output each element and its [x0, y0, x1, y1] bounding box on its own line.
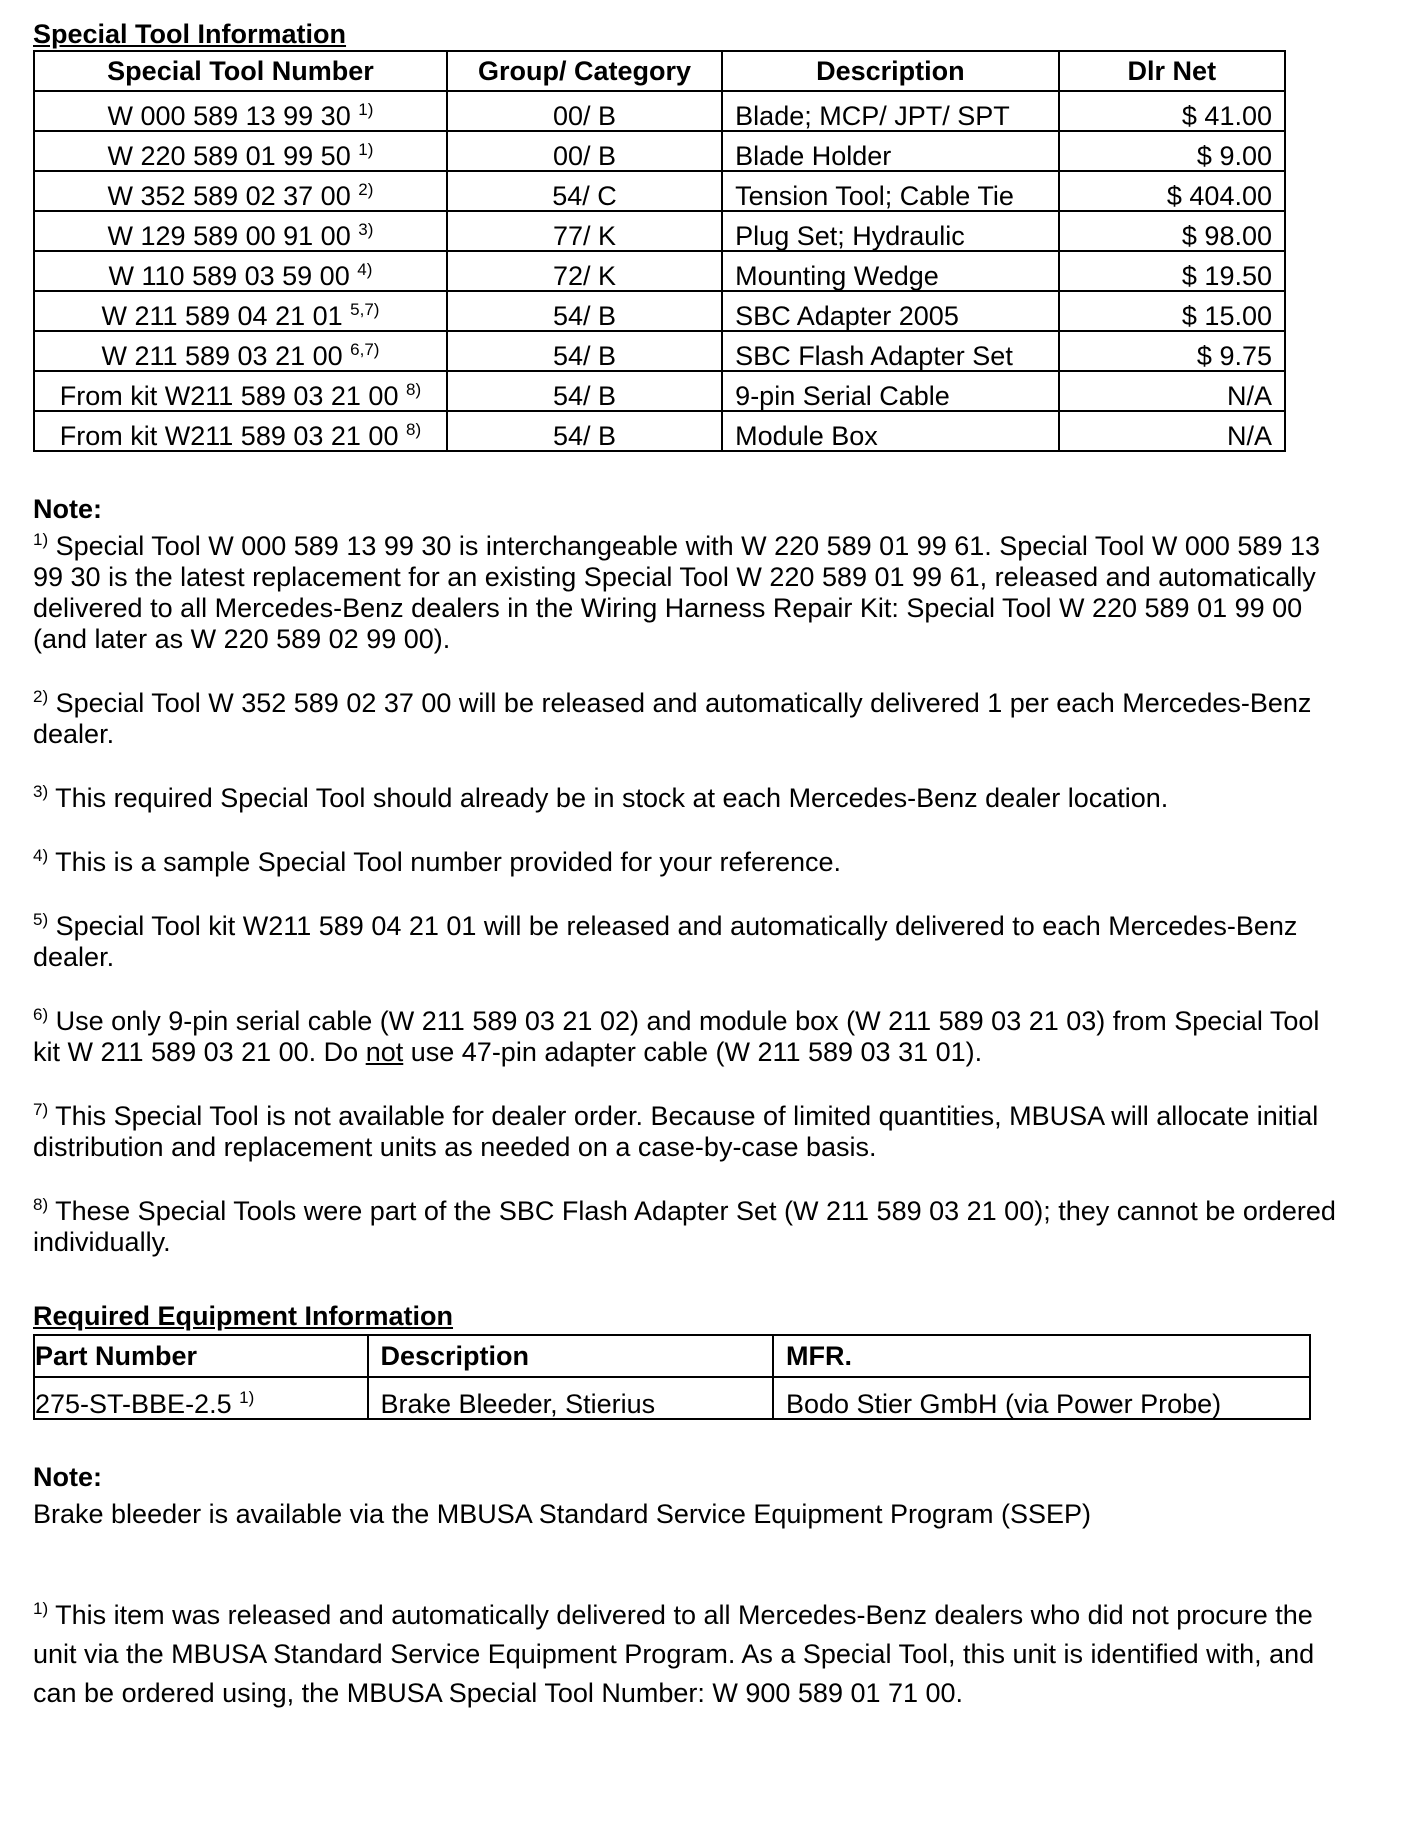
column-header-group: Group/ Category	[447, 51, 722, 91]
description-cell: Blade Holder	[722, 131, 1058, 171]
group-cell: 72/ K	[447, 251, 722, 291]
equipment-description-cell: Brake Bleeder, Stierius	[368, 1377, 773, 1419]
tool-number-cell: W 000 589 13 99 30 $^{1)}$	[34, 91, 447, 131]
table-row	[34, 91, 1285, 131]
footnote-ref: 3)	[358, 220, 374, 239]
footnote-ref: 8)	[405, 380, 422, 399]
table-row	[34, 251, 1285, 291]
column-header-part-number: Part Number	[34, 1335, 368, 1377]
footnote-ref: 4)	[357, 260, 373, 279]
equipment-mfr-cell: Bodo Stier GmbH (via Power Probe)	[773, 1377, 1310, 1419]
footnote-item: $^{4)}$ This is a sample Special Tool number provided for your reference.	[33, 846, 842, 877]
tool-number-cell: W 211 589 04 21 01 $^{5,7)}$	[34, 291, 447, 331]
table-header-row	[34, 1335, 1310, 1377]
description-cell: SBC Adapter 2005	[722, 291, 1058, 331]
footnote-ref: 5,7)	[350, 300, 380, 319]
document-page	[33, 18, 1353, 1713]
footnote-ref: 3)	[33, 782, 49, 801]
footnote-ref: 1)	[33, 1599, 49, 1618]
footnote-ref: 6)	[33, 1005, 49, 1024]
tool-number-cell: W 110 589 03 59 00 $^{4)}$	[34, 251, 447, 291]
footnote-ref: 1)	[358, 140, 374, 159]
table-row	[34, 171, 1285, 211]
group-cell: 54/ B	[447, 411, 722, 451]
description-cell: Module Box	[722, 411, 1058, 451]
description-cell: Tension Tool; Cable Tie	[722, 171, 1058, 211]
tool-number-cell: From kit W211 589 03 21 00 $^{8)}$	[34, 371, 447, 411]
equipment-part-cell: 275-ST-BBE-2.5 $^{1)}$	[34, 1377, 368, 1419]
price-cell: $ 9.00	[1059, 131, 1285, 171]
footnote-ref: 5)	[33, 910, 49, 929]
table-row	[34, 1377, 1310, 1419]
table-row	[34, 211, 1285, 251]
price-cell: $ 9.75	[1059, 331, 1285, 371]
group-cell: 00/ B	[447, 131, 722, 171]
price-cell: $ 41.00	[1059, 91, 1285, 131]
group-cell: 54/ B	[447, 371, 722, 411]
tools-notes-list	[33, 531, 1353, 1258]
tool-number-cell: W 220 589 01 99 50 $^{1)}$	[34, 131, 447, 171]
footnote-ref: 1)	[239, 1388, 255, 1407]
group-cell: 77/ K	[447, 211, 722, 251]
footnote-item: $^{5)}$ Special Tool kit W211 589 04 21 01 will be released and automatically delivered to each Mercedes-Benz dealer.	[33, 910, 1298, 972]
footnote-item: $^{2)}$ Special Tool W 352 589 02 37 00 will be released and automatically delivered 1 per each Mercedes-Benz dealer.	[33, 687, 1312, 749]
footnote-ref: 1)	[358, 100, 374, 119]
column-header-dlr-net: Dlr Net	[1059, 51, 1285, 91]
emphasis-underline: not	[365, 1037, 404, 1067]
price-cell: N/A	[1059, 371, 1285, 411]
footnote-ref: 7)	[33, 1100, 49, 1119]
price-cell: N/A	[1059, 411, 1285, 451]
table-row	[34, 371, 1285, 411]
footnote-ref: 1)	[33, 530, 49, 549]
column-header-description: Description	[722, 51, 1058, 91]
price-cell: $ 404.00	[1059, 171, 1285, 211]
description-cell: SBC Flash Adapter Set	[722, 331, 1058, 371]
price-cell: $ 98.00	[1059, 211, 1285, 251]
footnote-item: $^{3)}$ This required Special Tool should already be in stock at each Mercedes-Benz dealer location.	[33, 782, 1169, 813]
price-cell: $ 19.50	[1059, 251, 1285, 291]
footnote-item: $^{6)}$ Use only 9-pin serial cable (W 211 589 03 21 02) and module box (W 211 589 03 21 03) from Special Tool kit W 211 589 03 21 00. Do not use 47-pin adapter cable (W 211 589 03 31 01).	[33, 1005, 1320, 1067]
special-tool-table	[33, 50, 1286, 452]
special-tool-section-title: Special Tool Information	[33, 19, 347, 49]
table-row	[34, 411, 1285, 451]
tool-number-cell: W 211 589 03 21 00 $^{6,7)}$	[34, 331, 447, 371]
table-row	[34, 131, 1285, 171]
footnote-ref: 4)	[33, 846, 49, 865]
column-header-description: Description	[368, 1335, 773, 1377]
tool-number-cell: W 129 589 00 91 00 $^{3)}$	[34, 211, 447, 251]
tool-number-cell: W 352 589 02 37 00 $^{2)}$	[34, 171, 447, 211]
column-header-mfr: MFR.	[773, 1335, 1310, 1377]
footnote-ref: 8)	[33, 1195, 49, 1214]
description-cell: Plug Set; Hydraulic	[722, 211, 1058, 251]
group-cell: 54/ B	[447, 331, 722, 371]
description-cell: 9-pin Serial Cable	[722, 371, 1058, 411]
footnote-ref: 2)	[358, 180, 374, 199]
table-row	[34, 291, 1285, 331]
footnote-item: $^{8)}$ These Special Tools were part of the SBC Flash Adapter Set (W 211 589 03 21 00); they cannot be ordered individually.	[33, 1195, 1336, 1257]
table-header-row	[34, 51, 1285, 91]
equipment-footnote: $^{1)}$ This item was released and automatically delivered to all Mercedes-Benz dealers who did not procure the unit via the MBUSA Standard Service Equipment Program. As a Special Tool, this unit is identified with, and can be ordered using, the MBUSA Special Tool Number: W 900 589 01 71 00.	[33, 1599, 1315, 1708]
footnote-ref: 2)	[33, 687, 49, 706]
tool-number-cell: From kit W211 589 03 21 00 $^{8)}$	[34, 411, 447, 451]
table-row	[34, 331, 1285, 371]
footnote-ref: 8)	[405, 420, 422, 439]
group-cell: 00/ B	[447, 91, 722, 131]
equipment-section-title: Required Equipment Information	[33, 1301, 454, 1331]
description-cell: Mounting Wedge	[722, 251, 1058, 291]
equipment-note-heading: Note:	[33, 1462, 102, 1492]
description-cell: Blade; MCP/ JPT/ SPT	[722, 91, 1058, 131]
footnote-item: $^{7)}$ This Special Tool is not available for dealer order. Because of limited quantities, MBUSA will allocate initial distribution and replacement units as needed on a case-by-case basis.	[33, 1100, 1319, 1162]
column-header-tool-number: Special Tool Number	[34, 51, 447, 91]
tools-note-heading: Note:	[33, 494, 102, 524]
footnote-item: $^{1)}$ Special Tool W 000 589 13 99 30 is interchangeable with W 220 589 01 99 61. Special Tool W 000 589 13 99 30 is the latest replacement for an existing Special Tool W 220 589 01 99 61, released and automatically delivered to all Mercedes-Benz dealers in the Wiring Harness Repair Kit: Special Tool W 220 589 01 99 00 (and later as W 220 589 02 99 00).	[33, 530, 1320, 654]
equipment-note-text: Brake bleeder is available via the MBUSA Standard Service Equipment Program (SSEP)	[33, 1499, 1092, 1529]
group-cell: 54/ C	[447, 171, 722, 211]
price-cell: $ 15.00	[1059, 291, 1285, 331]
equipment-table	[33, 1334, 1311, 1420]
footnote-ref: 6,7)	[350, 340, 380, 359]
group-cell: 54/ B	[447, 291, 722, 331]
